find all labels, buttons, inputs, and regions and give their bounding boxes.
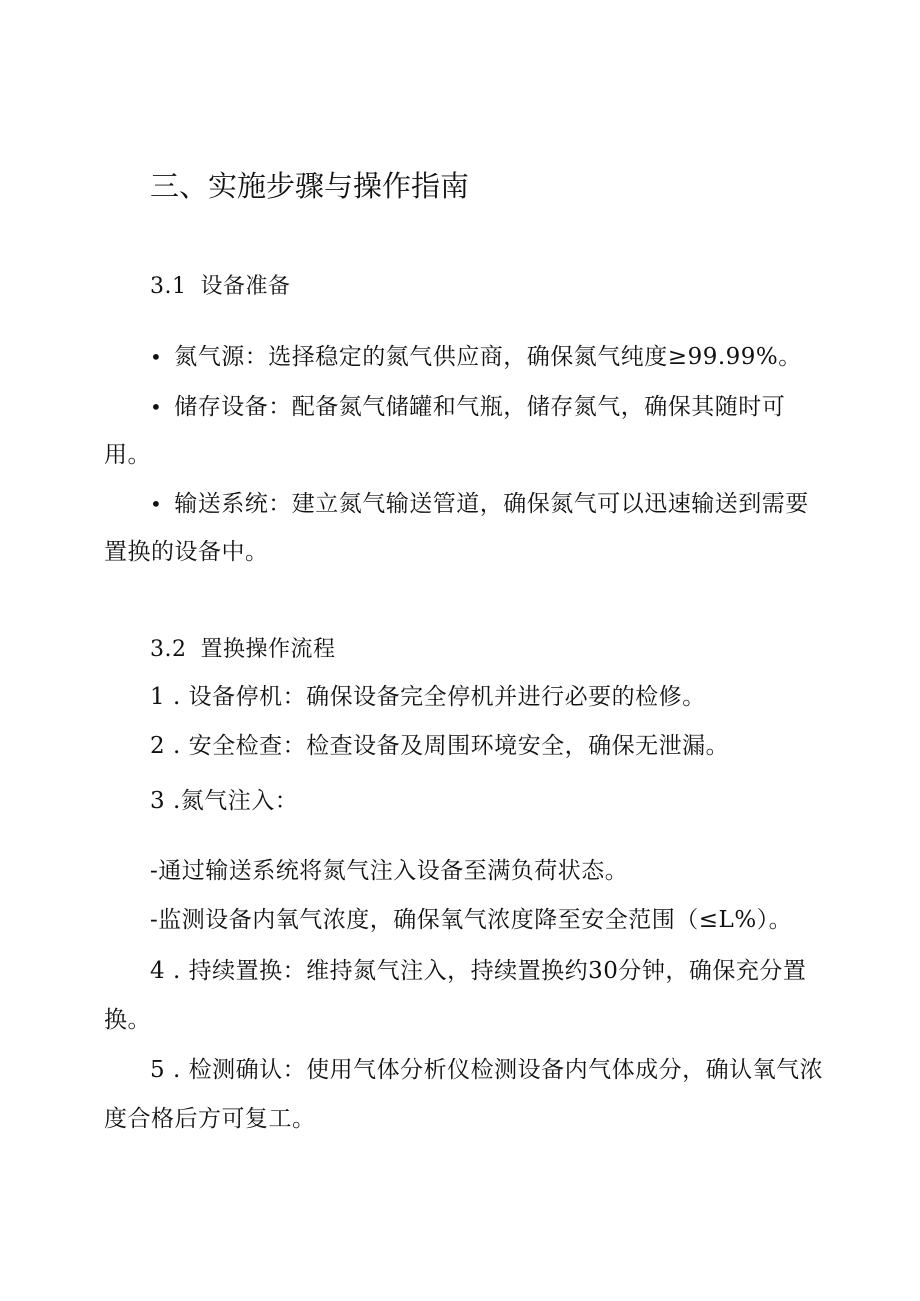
step-item: 3 .氮气注入：: [150, 788, 299, 814]
bullet-text-continuation: 用。: [104, 442, 151, 468]
step-text-continuation: 换。: [104, 1007, 151, 1033]
subsection-number: 3.2: [150, 637, 187, 662]
bullet-item: [150, 489, 809, 519]
bullet-marker: •: [150, 395, 163, 419]
bullet-marker: •: [150, 345, 163, 369]
step-item: 1 . 设备停机：确保设备完全停机并进行必要的检修。: [150, 684, 706, 710]
dash-item: -监测设备内氧气浓度，确保氧气浓度降至安全范围（≤L%）。: [150, 907, 793, 933]
bullet-item: [150, 392, 785, 422]
step-item: 2 . 安全检查：检查设备及周围环境安全，确保无泄漏。: [150, 733, 730, 759]
subsection-heading-3-1: [150, 272, 291, 302]
section-title: 三、实施步骤与操作指南: [150, 169, 470, 203]
step-item: 4 . 持续置换：维持氮气注入，持续置换约30分钟，确保充分置: [150, 958, 807, 984]
bullet-marker: •: [150, 492, 163, 516]
dash-item: -通过输送系统将氮气注入设备至满负荷状态。: [150, 858, 629, 884]
subsection-title: 设备准备: [200, 274, 291, 299]
step-item: 5 . 检测确认：使用气体分析仪检测设备内气体成分，确认氧气浓: [150, 1057, 824, 1083]
bullet-text-continuation: 置换的设备中。: [104, 539, 269, 565]
bullet-item: [150, 342, 802, 372]
step-text-continuation: 度合格后方可复工。: [104, 1106, 316, 1132]
bullet-text: 储存设备：配备氮气储罐和气瓶，储存氮气，确保其随时可: [174, 394, 786, 420]
subsection-title: 置换操作流程: [200, 637, 336, 662]
subsection-heading-3-2: [150, 635, 336, 665]
bullet-text: 输送系统：建立氮气输送管道，确保氮气可以迅速输送到需要: [174, 491, 809, 517]
subsection-number: 3.1: [150, 274, 187, 299]
bullet-text: 氮气源：选择稳定的氮气供应商，确保氮气纯度≥99.99%。: [174, 344, 802, 370]
